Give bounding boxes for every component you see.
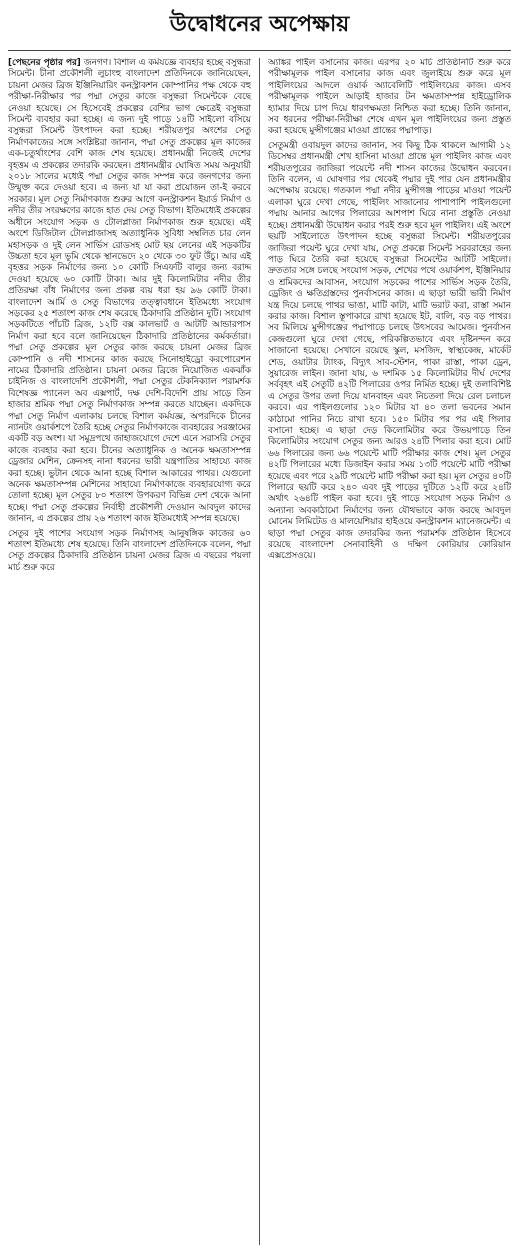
- continued-from-label: [পেছনের পৃষ্ঠার পর]: [8, 58, 81, 68]
- right-column: [268, 58, 511, 1245]
- paragraph: সেতুর দুই পাশের সংযোগ সড়ক নির্মাণসহ আনুষঙ্গিক কাজের ৬০ শতাংশ ইতিমধ্যে শেষ হয়েছে। তিনি বাংলাদেশ প্রতিদিনকে বলেন, পদ্মা সেতু প্রকল্পের ঠিকাদারি প্রতিষ্ঠান চায়না মেজর ব্রিজ এ বছরের পয়লা মার্চ শুরু করে: [8, 528, 251, 573]
- paragraph: [8, 58, 251, 526]
- article-headline: উদ্বোধনের অপেক্ষায়: [8, 0, 511, 51]
- article-body: [8, 58, 511, 1245]
- paragraph: সেতুমন্ত্রী ওবায়দুল কাদের জানান, সব কিছু ঠিক থাকলে আগামী ১২ ডিসেম্বর প্রধানমন্ত্রী শেখ হাসিনা মাওয়া প্রান্তে মূল পাইলিং কাজ এবং শরীয়তপুরের জাজিরা পয়েন্টে নদী শাসন কাজের উদ্বোধন করবেন। তিনি বলেন, এ ঘোষণার পর থেকেই পদ্মার দুই পার যেন প্রধানমন্ত্রীর অপেক্ষায় রয়েছে। গতকাল পদ্মা নদীর মুন্সীগঞ্জ পাড়ের মাওয়া পয়েন্ট এলাকা ঘুরে দেখা গেছে, পাইলিং সাজানোর পাশাপাশি পাইলগুলো পদ্মায় আনার আগের পিলারের আশপাশ ঘিরে নানা প্রস্তুতি নেওয়া হচ্ছে। প্রধানমন্ত্রী উদ্বোধন করার পরই শুরু হবে মূল পাইলিং। এই অংশে ছয়টি সাইলোতে উৎপাদন হচ্ছে বসুন্ধরা সিমেন্ট। শরীয়তপুরের জাজিরা পয়েন্ট ঘুরে দেখা যায়, সেতু প্রকল্পে সিমেন্ট সরবরাহের জন্য পাড় ঘিরে তৈরি করা হয়েছে বসুন্ধরা সিমেন্টের আটটি সাইলো। দ্রুততার সঙ্গে চলছে সংযোগ সড়ক, শেখের পথে ওয়ার্কশপ, ইঞ্জিনিয়ার ও শ্রমিকদের আবাসন, সংযোগ সড়কের পাশের সার্ভিস সড়ক তৈরি, ড্রেজিং ও ক্ষতিগ্রস্তদের পুনর্বাসনের কাজ। এ ছাড়া ভারী ভারী নির্মাণ যন্ত্র দিয়ে চলছে পাথর ভাঙা, মাটি কাটা, মাটি ভরাট করা, রাস্তা সমান করার কাজ। বিশাল স্তূপাকারে রাখা হয়েছে ইট, বালি, বড় বড় পাথর। সব মিলিয়ে মুন্সীগঞ্জের পদ্মাপাড়ে চলছে উৎসবের আমেজ। পুনর্বাসন কেন্দ্রগুলো ঘুরে দেখা গেছে, পরিকল্পিতভাবে এবং দৃষ্টিনন্দন করে সাজানো হয়েছে। সেখানে রয়েছে স্কুল, মসজিদ, স্বাস্থ্যকেন্দ্র, মার্কেট শেড, ওয়াটার ট্যাংক, বিদ্যুৎ সাব-স্টেশন, পাকা রাস্তা, পাকা ড্রেন, সুয়ারেজ লাইন। জানা যায়, ৬ দশমিক ১৫ কিলোমিটার দীর্ঘ দেশের সর্ববৃহৎ এই সেতুটি ৪২টি পিলারের ওপর নির্মিত হচ্ছে। দুই তলাবিশিষ্ট এ সেতুর উপর তলা দিয়ে যানবাহন এবং নিচতলা দিয়ে রেল চলাচল করবে। এর পাইলগুলোর ১২০ মিটার যা ৪০ তলা ভবনের সমান কাঠামো পানির নিচে রাখা হবে। ১৫০ মিটার পর পর এই পিলার বসানো হচ্ছে। এ ছাড়া দেড় কিলোমিটার করে উভয়পাড়ে তিন কিলোমিটার সংযোগ সেতুর জন্য আরও ২৪টি পিলার করা হবে। মোট ৬৬ পিলারের জন্য ৬৬ পয়েন্টে মাটি পরীক্ষার কাজ শেষ। মূল সেতুর ৪২টি পিলারের মধ্যে ডিজাইন করার সময় ১৩টি পয়েন্টে মাটি পরীক্ষা হয়েছে এবং পরে ২৯টি পয়েন্টে মাটি পরীক্ষা করা হয়। মূল সেতুর ৪০টি পিলারে ছয়টি করে ২৪০ এবং দুই পাড়ের দুটিতে ১২টি করে ২৪টি অর্থাৎ ২৬৪টি পাইল করা হবে। দুই পাড়ে সংযোগ সড়ক নির্মাণ ও অন্যান্য অবকাঠামো নির্মাণের জন্য যৌথভাবে কাজ করছে আবদুল মোনেম লিমিটেড ও মালয়েশিয়ার হাইওয়ে কনস্ট্রাকশন ম্যানেজমেন্ট। এ ছাড়া পদ্মা সেতুর কাজ তদারকির জন্য পরামর্শক প্রতিষ্ঠান হিসেবে রয়েছে বাংলাদেশ সেনাবাহিনী ও দক্ষিণ কোরিয়ার কোরিয়ান এক্সপ্রেসওয়ে।: [268, 140, 511, 562]
- paragraph: অ্যাঙ্কর পাইল বসানোর কাজ। এরপর ২০ মার্চ প্রতিষ্ঠানটি শুরু করে পরীক্ষামূলক পাইল বসানোর কাজ এবং জুলাইয়ে শুরু করে মূল পাইলিংয়ের আদলে ওয়ার্ক অ্যাবেলিটি পাইলিংয়ের কাজ। এসব পরীক্ষামূলক পাইলে আড়াই হাজার টন ক্ষমতাসম্পন্ন হাইড্রোলিক হ্যামার দিয়ে চাপ দিয়ে ধারণক্ষমতা নিশ্চিত করা হচ্ছে। তিনি জানান, সব ধরনের পরীক্ষা-নিরীক্ষা শেষে এখন মূল পাইলিংয়ের জন্য প্রস্তুত করা হয়েছে মুন্সীগঞ্জের মাওয়া প্রান্তের পদ্মাপাড়।: [268, 58, 511, 137]
- paragraph-text: জনগণ। বিশাল এ কর্মযজ্ঞে ব্যবহার হচ্ছে বসুন্ধরা সিমেন্ট। চীনা প্রকৌশলী লুচাংহু বাংলাদেশ প্রতিদিনকে জানিয়েছেন, চায়না মেজর ব্রিজ ইঞ্জিনিয়ারিং কনস্ট্রাকশন কোম্পানির পক্ষ থেকে বহু পরীক্ষা-নিরীক্ষার পর পদ্মা সেতুর কাজে বসুন্ধরা সিমেন্টকে বেছে নেওয়া হয়েছে। সে হিসেবেই প্রকল্পের বেশির ভাগ ক্ষেত্রেই বসুন্ধরা সিমেন্ট ব্যবহার করা হচ্ছে। এ জন্য দুই পাড়ে ১৪টি সাইলো বসিয়ে বসুন্ধরা সিমেন্ট উৎপাদন করা হচ্ছে। শরীয়তপুর অংশের সেতু নির্মাণকাজের সঙ্গে সংশ্লিষ্টরা জানান, পদ্মা সেতু প্রকল্পের মূল কাজের এক-চতুর্থাংশের বেশি কাজ শেষ হয়েছে। প্রধানমন্ত্রী নিজেই দেশের বৃহত্তম এ প্রকল্পের তদারকি করছেন। প্রধানমন্ত্রীর ঘোষিত সময় অনুযায়ী ২০১৮ সালের মধ্যেই পদ্মা সেতুর কাজ সম্পন্ন করে জনগণের জন্য উন্মুক্ত করে দেওয়া হবে। এ জন্য যা যা করা প্রয়োজন তা-ই করবে সরকার। মূল সেতু নির্মাণকাজ শুরুর আগে কনস্ট্রাকশন ইয়ার্ড নির্মাণ ও নদীর তীর সংরক্ষণের কাজে হাত দেয় সেতু বিভাগ। ইতিমধ্যেই প্রকল্পের অধীনে সংযোগ সড়ক ও টোলপ্লাজা নির্মাণকাজ শুরু হয়েছে। এই অংশে ডিজিটাল টোলপ্লাজাসহ অত্যাধুনিক সুবিধা সম্বলিত চার লেন মহাসড়ক ও দুই লেন সার্ভিস রোডসহ মোট ছয় লেনের এই সড়কটির উচ্চতা হবে মূল ভূমি থেকে স্থানভেদে ২০ থেকে ৩০ ফুট উঁচু। আর এই বৃহত্তর সড়ক নির্মাণের জন্য ১০ কোটি সিএফটি বালুর জন্য বরাদ্দ দেওয়া হয়েছে ৬০ কোটি টাকা। আর দুই কিলোমিটার নদীর তীর প্রতিরক্ষা বাঁধ নির্মাণের জন্য প্রকল্প ব্যয় ধরা হয় ৯৬ কোটি টাকা। বাংলাদেশ আর্মি ও সেতু বিভাগের তত্ত্বাবধানে ইতিমধ্যে সংযোগ সড়কের ২৫ শতাংশ কাজ শেষ করেছে ঠিকাদারি প্রতিষ্ঠান দুটি। সংযোগ সড়কটিতে পাঁচটি ব্রিজ, ১২টি বক্স কালভার্ট ও আটটি আন্ডারপাস নির্মাণ করা হবে বলে জানিয়েছেন ঠিকাদারি প্রতিষ্ঠানের কর্মকর্তারা। পদ্মা সেতু প্রকল্পের মূল সেতুর কাজ করছে চায়না মেজর ব্রিজ কোম্পানি ও নদী শাসনের কাজ করছে সিনোহাইড্রো করপোরেশন নামের ঠিকাদারি প্রতিষ্ঠান। চায়না মেজর ব্রিজে নিয়োজিত একঝাঁক চাইনিজ ও বাংলাদেশি প্রকৌশলী, পদ্মা সেতুর টেকনিক্যাল পরামর্শক বিশেষজ্ঞ প্যানেল অব এক্সপার্ট, দক্ষ দেশি-বিদেশি প্রায় সাড়ে তিন হাজার শ্রমিক পদ্মা সেতু নির্মাণকাজ সম্পন্ন করতে যাচ্ছেন। একদিকে পদ্মা সেতু নির্মাণ এলাকায় চলছে বিশাল কর্মযজ্ঞ, অপরদিকে চীনের ন্যানটং ওয়ার্কশপে তৈরি হচ্ছে সেতুর নির্মাণকাজে ব্যবহারের সরঞ্জামের একটি বড় অংশ। যা সমুদ্রপথে জাহাজযোগে দেশে এনে সরাসরি সেতুর কাজে ব্যবহার করা হবে। চীনের অত্যাধুনিক ও অনেক ক্ষমতাসম্পন্ন ড্রেজার মেশিন, ক্রেনসহ নানা ধরনের ভারী যন্ত্রপাতির সাহায্যে কাজ করা হচ্ছে। ভুটান থেকে আনা হচ্ছে বিশাল আকারের পাথর। যেগুলো অনেক ক্ষমতাসম্পন্ন মেশিনের সাহায্যে নির্মাণকাজে ব্যবহারযোগ্য করে তোলা হচ্ছে। মূল সেতুর ৮০ শতাংশ উপকরণ বিভিন্ন দেশ থেকে আনা হচ্ছে। পদ্মা সেতু প্রকল্পের নির্বাহী প্রকৌশলী দেওয়ান আবদুল কাদের জানান, এ প্রকল্পের প্রায় ২৬ শতাংশ কাজ ইতিমধ্যেই সম্পন্ন হয়েছে।: [8, 58, 251, 525]
- left-column: [8, 58, 260, 1245]
